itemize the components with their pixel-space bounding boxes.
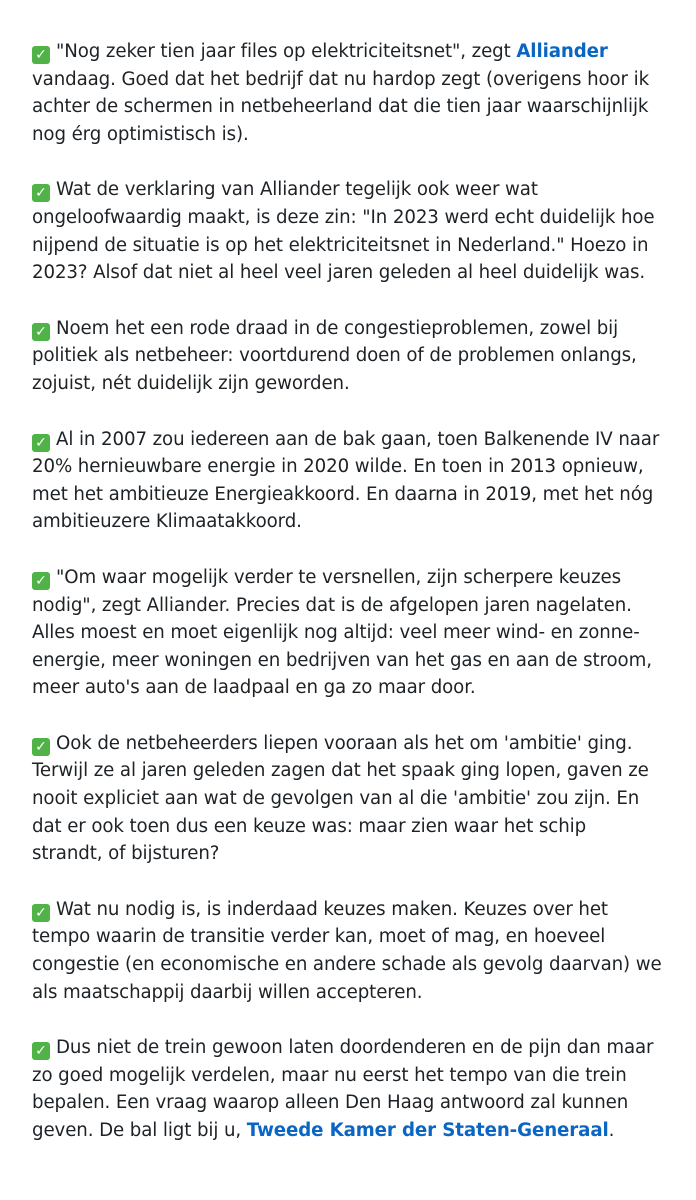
paragraph-1: [32, 38, 662, 148]
paragraph-text: Al in 2007 zou iedereen aan de bak gaan, toen Balkenende IV naar 20% hernieuwbare energie in 2020 wilde. En toen in 2013 opnieuw, met het ambitieuze Energieakkoord. En daarna in 2019, met het nóg ambitieuzere Klimaatakkoord.: [32, 428, 660, 533]
paragraph-3: [32, 315, 662, 398]
check-mark-icon: ✓: [32, 46, 50, 64]
check-mark-icon: ✓: [32, 323, 50, 341]
mention-tweede-kamer-link[interactable]: Tweede Kamer der Staten-Generaal: [246, 1120, 609, 1141]
paragraph-text: vandaag. Goed dat het bedrijf dat nu hardop zegt (overigens hoor ik achter de schermen in netbeheerland dat die tien jaar waarschijnlijk nog érg optimistisch is).: [32, 68, 650, 145]
check-mark-icon: ✓: [32, 738, 50, 756]
paragraph-text: Wat de verklaring van Alliander tegelijk ook weer wat ongeloofwaardig maakt, is deze zin: "In 2023 werd echt duidelijk hoe nijpend de situatie is op het elektriciteitsnet in Nederland." Hoezo in 2023? Alsof dat niet al heel veel jaren geleden al heel duidelijk was.: [32, 179, 655, 284]
paragraph-4: [32, 426, 662, 536]
paragraph-2: [32, 176, 662, 286]
check-mark-icon: ✓: [32, 1042, 50, 1060]
mention-alliander-link[interactable]: Alliander: [516, 41, 608, 62]
paragraph-text: Ook de netbeheerders liepen vooraan als het om 'ambitie' ging. Terwijl ze al jaren geleden zagen dat het spaak ging lopen, gaven ze nooit expliciet aan wat de gevolgen van al die 'ambitie' zou zijn. En dat er ook toen dus een keuze was: maar zien waar het schip strandt, of bijsturen?: [32, 732, 649, 865]
paragraph-5: [32, 564, 662, 702]
check-mark-icon: ✓: [32, 434, 50, 452]
paragraph-text: .: [608, 1120, 615, 1141]
check-mark-icon: ✓: [32, 184, 50, 202]
paragraph-text: Noem het een rode draad in de congestieproblemen, zowel bij politiek als netbeheer: voortdurend doen of de problemen onlangs, zojuist, nét duidelijk zijn geworden.: [32, 317, 637, 394]
paragraph-6: [32, 730, 662, 868]
paragraph-7: [32, 896, 662, 1006]
paragraph-text: "Om waar mogelijk verder te versnellen, zijn scherpere keuzes nodig", zegt Alliander. Precies dat is de afgelopen jaren nagelaten. Alles moest en moet eigenlijk nog altijd: veel meer wind- en zonne-energie, meer woningen en bedrijven van het gas en aan de stroom, meer auto's aan de laadpaal en ga zo maar door.: [32, 566, 652, 699]
check-mark-icon: ✓: [32, 904, 50, 922]
paragraph-8: [32, 1034, 662, 1144]
paragraph-text: Dus niet de trein gewoon laten doordenderen en de pijn dan maar zo goed mogelijk verdelen, maar nu eerst het tempo van die trein bepalen. Een vraag waarop alleen Den Haag antwoord zal kunnen geven. De bal ligt bij u,: [32, 1037, 654, 1141]
paragraph-text: Wat nu nodig is, is inderdaad keuzes maken. Keuzes over het tempo waarin de transitie verder kan, moet of mag, en hoeveel congestie (en economische en andere schade als gevolg daarvan) we als maatschappij daarbij willen accepteren.: [32, 898, 662, 1003]
paragraph-text: "Nog zeker tien jaar files op elektriciteitsnet", zegt: [56, 41, 517, 62]
check-mark-icon: ✓: [32, 572, 50, 590]
